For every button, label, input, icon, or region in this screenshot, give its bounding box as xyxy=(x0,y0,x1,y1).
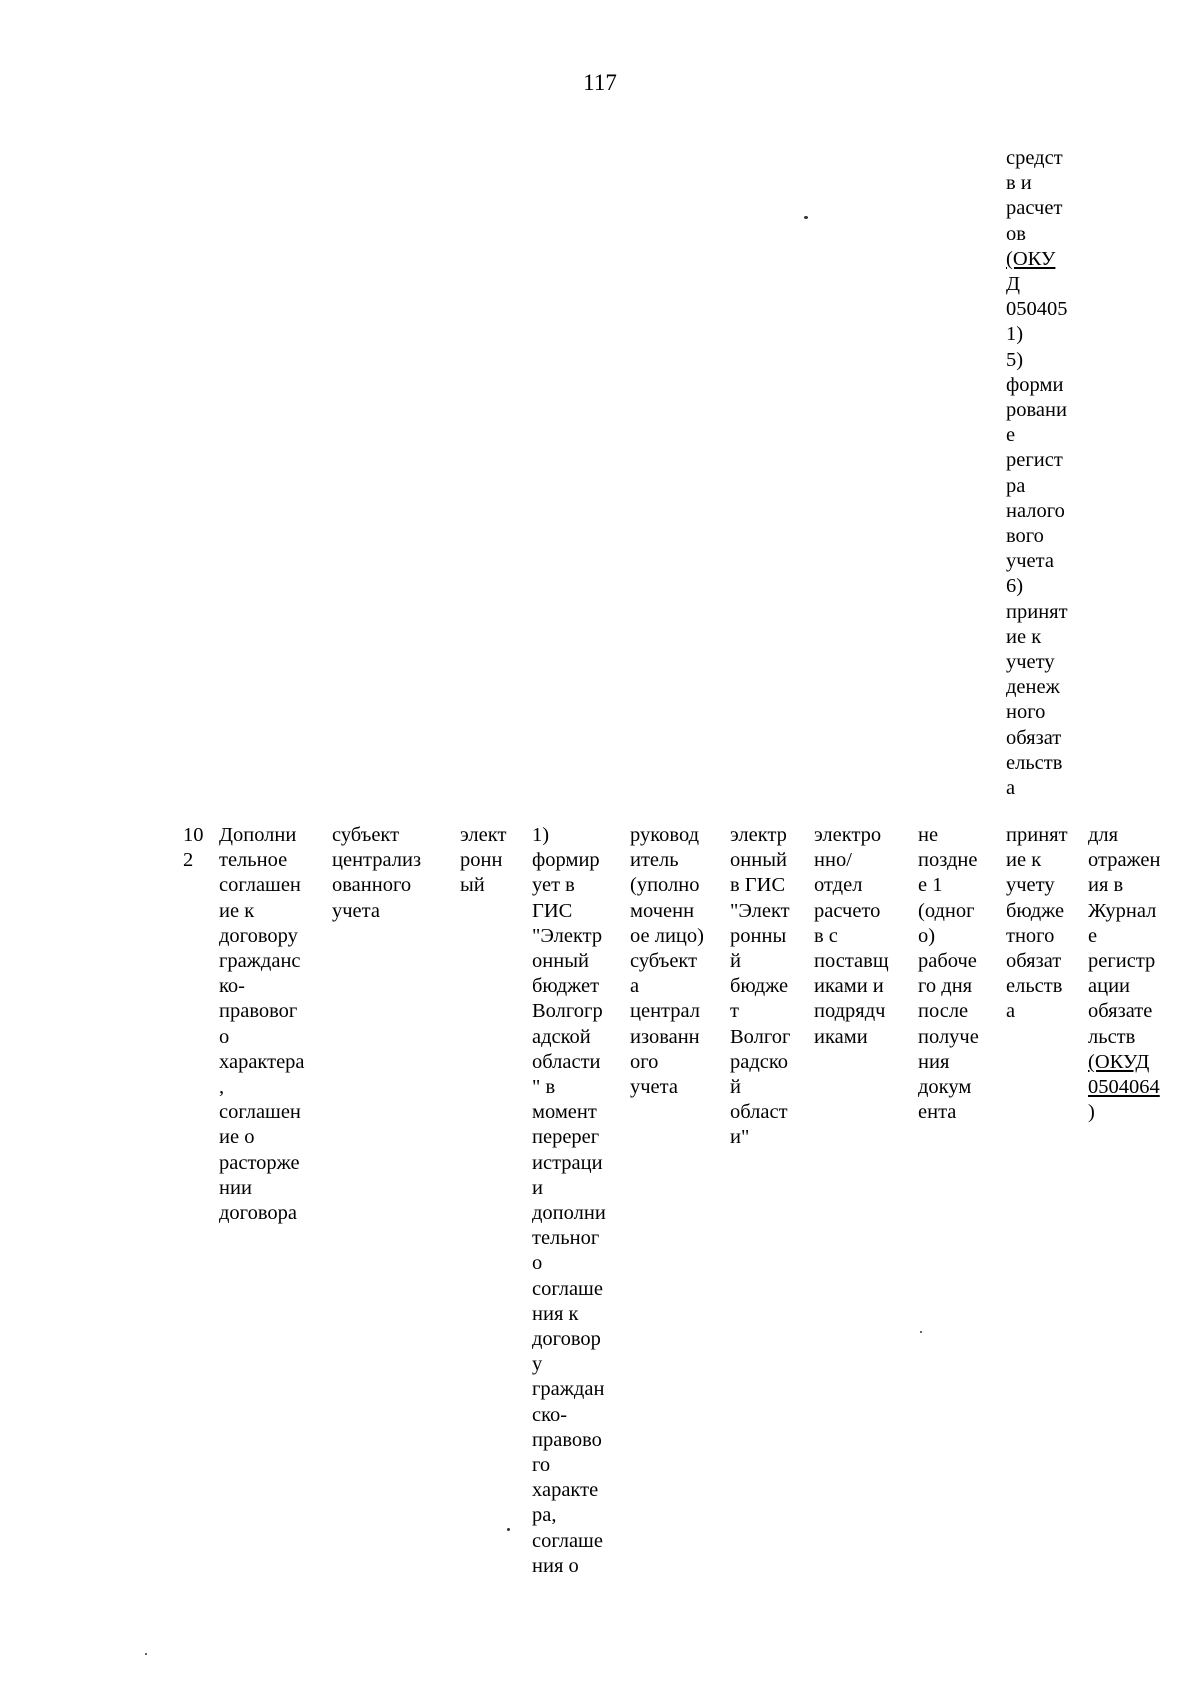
cell-line: договору xyxy=(219,924,298,947)
cell-line: ско- xyxy=(532,1403,568,1426)
cell-line: ) xyxy=(1088,1101,1095,1124)
cell-line: ации xyxy=(1088,975,1131,998)
cell-line: характера xyxy=(219,1050,305,1073)
cell-signatory xyxy=(630,823,704,1100)
cell-line: расчето xyxy=(814,899,881,922)
cell-line: о) xyxy=(918,924,936,947)
cell-line: й xyxy=(730,950,741,973)
cell-line: , xyxy=(219,1076,225,1099)
cell-line: договора xyxy=(219,1202,297,1225)
cell-line: налого xyxy=(1006,499,1065,522)
cell-line: ует в xyxy=(532,874,575,897)
cell-line: ронн xyxy=(460,849,503,872)
cell-line: иками xyxy=(814,1025,868,1048)
cell-line: ов xyxy=(1006,222,1026,245)
cell-line: и xyxy=(532,1176,543,1199)
cell-line: учета xyxy=(332,899,380,922)
cell-line: отражен xyxy=(1088,849,1161,872)
cell-line: и" xyxy=(730,1126,750,1149)
cell-line: обязат xyxy=(1006,950,1062,973)
cell-line: онный xyxy=(730,849,787,872)
cell-purpose xyxy=(1006,823,1068,1025)
cell-line: дополни xyxy=(532,1202,606,1225)
cell-line: 10 xyxy=(183,824,204,846)
cell-line: подрядч xyxy=(814,1000,886,1023)
cell-line: соглашен xyxy=(219,1101,301,1124)
cell-document-creator xyxy=(332,823,421,924)
cell-line: не xyxy=(918,824,939,846)
cell-line: го xyxy=(532,1454,551,1477)
cell-line: област xyxy=(730,1101,788,1124)
cell-line: ое лицо) xyxy=(630,924,704,947)
cell-line: нно/ xyxy=(814,849,852,872)
cell-line: элект xyxy=(460,824,507,846)
cell-line: моченн xyxy=(630,899,695,922)
cell-line: а xyxy=(630,975,640,998)
cell-line: (уполно xyxy=(630,874,700,897)
cell-line: ГИС xyxy=(532,899,573,922)
cell-line: ие к xyxy=(1006,625,1042,648)
cell-line: централиз xyxy=(332,849,422,872)
cell-line: о xyxy=(532,1252,543,1275)
cell-line: денеж xyxy=(1006,676,1060,699)
cell-line: бюдже xyxy=(1006,899,1065,922)
cell-line: поставщ xyxy=(814,950,889,973)
cell-line: получе xyxy=(918,1025,979,1048)
cell-line: Журнал xyxy=(1088,899,1157,922)
cell-line: истраци xyxy=(532,1151,603,1174)
cell-line: ие о xyxy=(219,1126,255,1149)
cell-line: у xyxy=(532,1353,543,1376)
cell-line: ие к xyxy=(1006,849,1042,872)
cell-line: ра xyxy=(1006,474,1026,497)
scan-speck xyxy=(920,1331,922,1333)
cell-line: бюджет xyxy=(532,975,600,998)
cell-line: о xyxy=(219,1025,230,1048)
cell-line: (одног xyxy=(918,899,975,922)
cell-line: после xyxy=(918,1000,969,1023)
cell-line: перерег xyxy=(532,1126,600,1149)
cell-line: ия в xyxy=(1088,874,1124,897)
cell-line: е 1 xyxy=(918,874,943,897)
cell-line: ельств xyxy=(1006,975,1063,998)
cell-line: (ОКУ xyxy=(1006,247,1056,270)
cell-line: в и xyxy=(1006,172,1032,195)
page-number: 117 xyxy=(583,70,617,95)
cell-deadline xyxy=(918,823,979,1125)
cell-line: принят xyxy=(1006,600,1068,623)
cell-line: области xyxy=(532,1050,601,1073)
cell-line: й xyxy=(730,1076,741,1099)
cell-line: учету xyxy=(1006,874,1055,897)
cell-line: правовог xyxy=(219,1000,298,1023)
cell-line: 050405 xyxy=(1006,298,1068,321)
cell-line: тного xyxy=(1006,924,1055,947)
cell-line: обязате xyxy=(1088,1000,1153,1023)
scan-speck xyxy=(145,1653,147,1655)
cell-line: Дополни xyxy=(219,824,297,846)
cell-line: ованного xyxy=(332,874,412,897)
cell-line: е xyxy=(1006,424,1016,447)
cell-line: бюдже xyxy=(730,975,789,998)
cell-line: 1) xyxy=(1006,323,1024,346)
cell-document-name xyxy=(219,823,305,1226)
cell-line: момент xyxy=(532,1101,597,1124)
cell-line: а xyxy=(1006,1000,1016,1023)
cell-line: ый xyxy=(460,874,485,897)
cell-line: ния xyxy=(918,1050,950,1073)
carryover-cell xyxy=(1006,146,1068,801)
cell-line: адской xyxy=(532,1025,591,1048)
cell-row-number xyxy=(183,823,204,873)
cell-line: а xyxy=(1006,777,1016,800)
cell-line: Д xyxy=(1006,273,1020,296)
cell-transfer-method xyxy=(730,823,790,1151)
cell-line: ого xyxy=(630,1050,659,1073)
cell-line: электр xyxy=(730,824,787,846)
cell-line: ния к xyxy=(532,1302,579,1325)
cell-line: гражданс xyxy=(219,950,301,973)
cell-line: иками и xyxy=(814,975,884,998)
cell-line: ного xyxy=(1006,701,1046,724)
cell-line: средст xyxy=(1006,147,1063,169)
cell-registration-note xyxy=(1088,823,1161,1125)
cell-line: тельног xyxy=(532,1227,600,1250)
cell-line: характе xyxy=(532,1479,599,1502)
cell-line: ния о xyxy=(532,1554,579,1577)
cell-line: льств xyxy=(1088,1025,1136,1048)
cell-line: для xyxy=(1088,824,1119,846)
cell-line: учета xyxy=(1006,550,1054,573)
cell-line: т xyxy=(730,1000,739,1023)
cell-line: регистр xyxy=(1088,950,1156,973)
cell-line: ра, xyxy=(532,1504,557,1527)
cell-line: расчет xyxy=(1006,197,1063,220)
cell-line: вого xyxy=(1006,525,1044,548)
cell-line: е xyxy=(1088,924,1098,947)
cell-line: докум xyxy=(918,1076,972,1099)
cell-line: Волгогр xyxy=(532,1000,603,1023)
cell-line: расторже xyxy=(219,1151,300,1174)
cell-line: ельств xyxy=(1006,751,1063,774)
cell-line: соглашен xyxy=(219,874,301,897)
cell-line: радско xyxy=(730,1050,789,1073)
cell-line: формир xyxy=(532,849,600,872)
cell-formation-procedure xyxy=(532,823,606,1579)
cell-line: 0504064 xyxy=(1088,1076,1160,1099)
cell-line: (ОКУД xyxy=(1088,1050,1150,1073)
cell-line: 5) xyxy=(1006,348,1024,371)
cell-recipient xyxy=(814,823,889,1050)
cell-line: ровани xyxy=(1006,399,1067,422)
cell-line: " в xyxy=(532,1076,556,1099)
cell-line: рабоче xyxy=(918,950,977,973)
cell-line: централ xyxy=(630,1000,701,1023)
cell-line: ронны xyxy=(730,924,787,947)
cell-line: изованн xyxy=(630,1025,700,1048)
cell-line: ие к xyxy=(219,899,255,922)
cell-line: обязат xyxy=(1006,726,1062,749)
cell-document-form xyxy=(460,823,506,899)
scan-speck xyxy=(804,216,808,219)
cell-line: отдел xyxy=(814,874,863,897)
cell-line: форми xyxy=(1006,373,1064,396)
cell-line: электро xyxy=(814,824,882,846)
cell-line: субъект xyxy=(332,824,400,846)
cell-line: правово xyxy=(532,1428,602,1451)
cell-line: в с xyxy=(814,924,838,947)
cell-line: руковод xyxy=(630,824,700,846)
cell-line: "Элект xyxy=(730,899,790,922)
cell-line: в ГИС xyxy=(730,874,786,897)
cell-line: 1) xyxy=(532,824,550,846)
cell-line: учету xyxy=(1006,651,1055,674)
cell-line: ента xyxy=(918,1101,957,1124)
cell-line: 6) xyxy=(1006,575,1024,598)
cell-line: итель xyxy=(630,849,679,872)
cell-line: субъект xyxy=(630,950,698,973)
cell-line: учета xyxy=(630,1076,678,1099)
cell-line: принят xyxy=(1006,824,1068,846)
cell-line: го дня xyxy=(918,975,973,998)
cell-line: онный xyxy=(532,950,589,973)
cell-line: ко- xyxy=(219,975,245,998)
cell-line: граждан xyxy=(532,1378,605,1401)
scan-speck xyxy=(507,1528,510,1531)
cell-line: тельное xyxy=(219,849,288,872)
cell-line: поздне xyxy=(918,849,978,872)
cell-line: 2 xyxy=(183,849,194,872)
cell-line: соглаше xyxy=(532,1277,603,1300)
cell-line: регист xyxy=(1006,449,1063,472)
cell-line: нии xyxy=(219,1176,252,1199)
cell-line: Волгог xyxy=(730,1025,791,1048)
cell-line: соглаше xyxy=(532,1529,603,1552)
cell-line: договор xyxy=(532,1328,601,1351)
cell-line: "Электр xyxy=(532,924,603,947)
